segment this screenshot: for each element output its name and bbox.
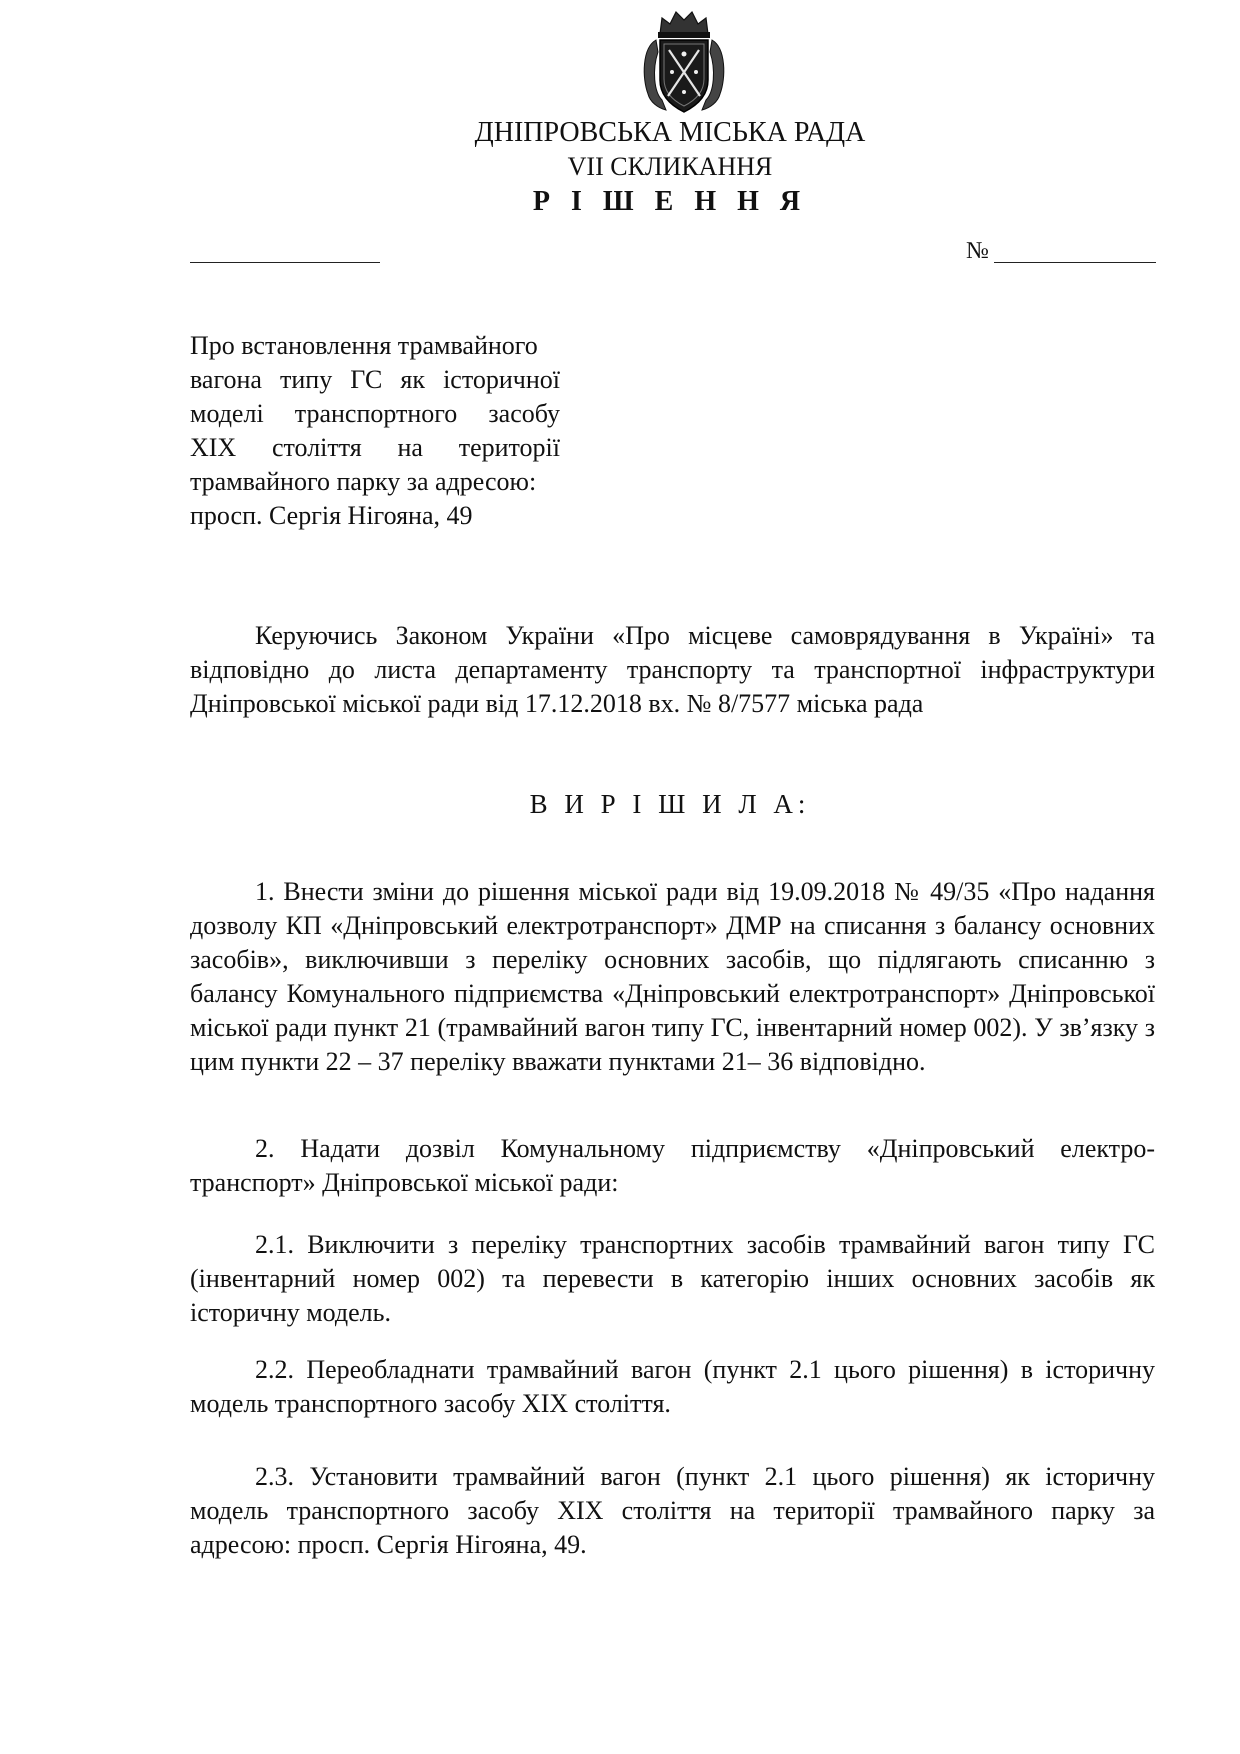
convocation: VII СКЛИКАННЯ [567,152,773,181]
subject-line: просп. Сергія Нігояна, 49 [190,501,473,530]
council-name: ДНІПРОВСЬКА МІСЬКА РАДА [474,117,866,148]
preamble-paragraph: Керуючись Законом України «Про місцеве самоврядування в Україні» та відповідно до листа департаменту транспорту та транспортної інфраструктури Дніпровської міської ради від 17.12.2018 вх. № 8/7577 міська рада [190,621,1155,718]
document-type-title: Р І Ш Е Н Н Я [532,186,808,217]
resolved-heading: В И Р І Ш И Л А: [529,789,811,819]
item-2-2-paragraph: 2.2. Переобладнати трамвайний вагон (пункт 2.1 цього рішення) в історичну модель транспортного засобу XIX століття. [190,1355,1155,1418]
item-2-3-paragraph: 2.3. Установити трамвайний вагон (пункт 2.1 цього рішення) як історичну модель транспортного засобу XIX століття на території трамвайного парку за адресою: просп. Сергія Нігояна, 49. [190,1462,1155,1559]
decision-subject [190,329,560,533]
subject-line: вагона типу ГС як історичної [190,365,560,394]
date-blank-line [190,262,380,263]
decision-number-field [966,240,1156,266]
subject-line: трамвайного парку за адресою: [190,467,537,496]
subject-line: XIX століття на території [190,433,560,462]
item-2-paragraph: 2. Надати дозвіл Комунальному підприємству «Дніпровський електро-транспорт» Дніпровської міської ради: [190,1134,1155,1197]
subject-line: Про встановлення трамвайного [190,331,538,360]
item-1-paragraph: 1. Внести зміни до рішення міської ради від 19.09.2018 № 49/35 «Про надання дозволу КП «Дніпровський електротранспорт» ДМР на списання з балансу основних засобів», виключивши з переліку основних засобів, що підлягають списанню з балансу Комунального підприємства «Дніпровський електротранспорт» Дніпровської міської ради пункт 21 (трамвайний вагон типу ГС, інвентарний номер 002). У зв’язку з цим пункти 22 – 37 переліку вважати пунктами 21– 36 відповідно. [190,877,1155,1076]
item-2-1-paragraph: 2.1. Виключити з переліку транспортних засобів трамвайний вагон типу ГС (інвентарний номер 002) та перевести в категорію інших основних засобів як історичну модель. [190,1230,1155,1327]
number-blank-line [994,262,1156,263]
coat-of-arms-icon [636,8,732,118]
number-label: № [966,238,989,264]
subject-line: моделі транспортного засобу [190,399,560,428]
